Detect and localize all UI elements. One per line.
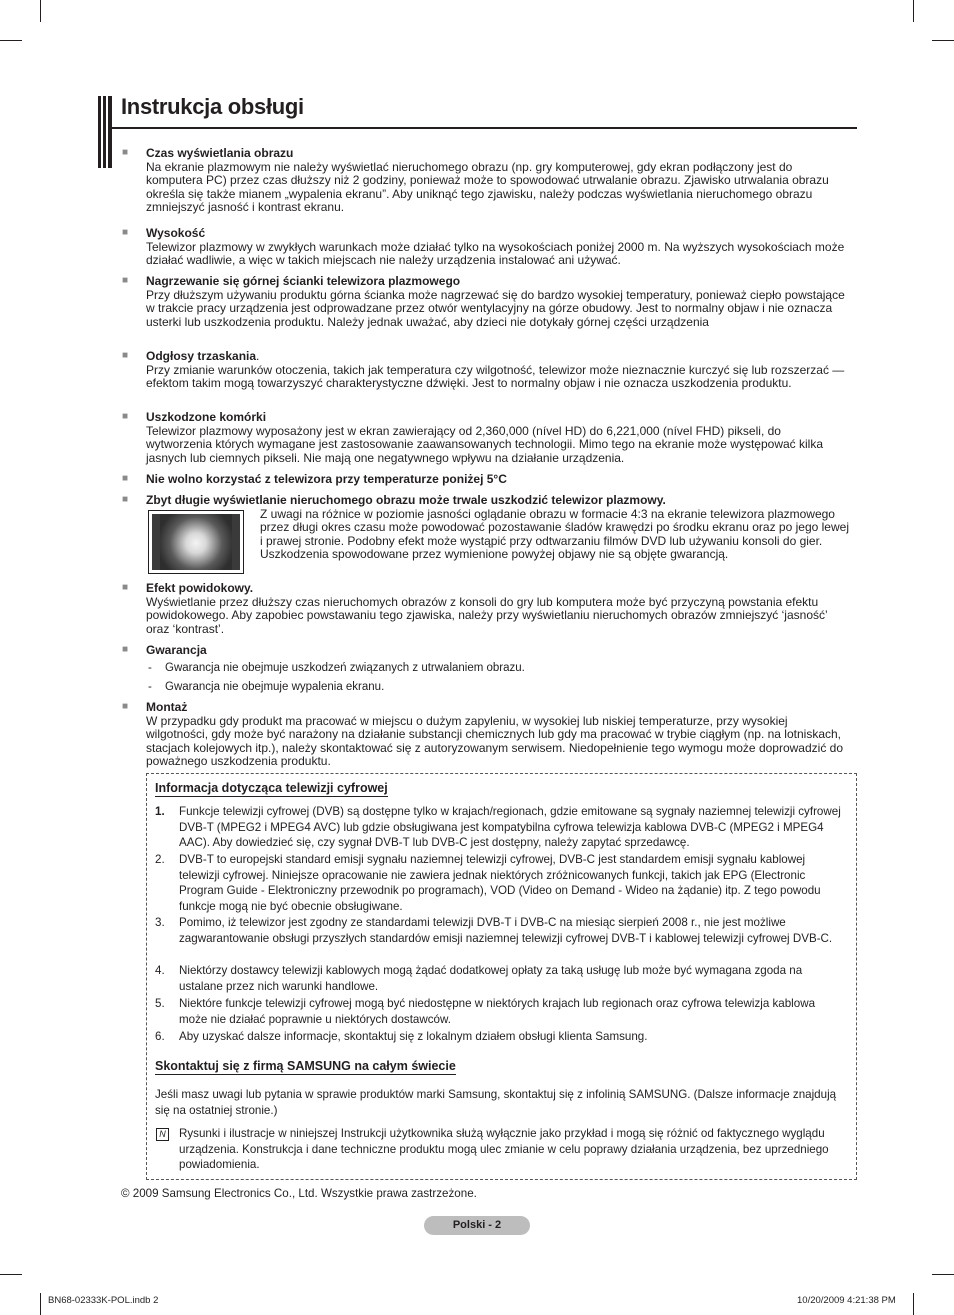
crop-mark — [932, 1274, 954, 1275]
bullet-icon: ■ — [122, 350, 129, 361]
crop-mark — [913, 1293, 914, 1315]
copyright: © 2009 Samsung Electronics Co., Ltd. Wszystkie prawa zastrzeżone. — [121, 1187, 477, 1200]
numbered-item: 2. DVB-T to europejski standard emisji sygnału naziemnej telewizji cyfrowej, DVB-C jest standardem emisji sygnału kablowej telewizji cyfrowej. Niniejsze opracowanie nie zawiera jednak niektórych zróżnicowanych funkcji, takich jak EPG (Electronic Program Guide - Elektroniczny przewodnik po programach), VOD (Video on Demand - Wideo na żądanie) itp. Z tego powodu funkcje mogą nie być obecnie obsługiwane. — [155, 853, 821, 913]
bullet-icon: ■ — [122, 644, 129, 655]
section-heading: Efekt powidokowy. — [146, 581, 254, 595]
dash-icon: - — [148, 681, 152, 693]
section-heading: Wysokość — [146, 226, 206, 240]
bullet-icon: ■ — [122, 701, 129, 712]
bullet-icon: ■ — [122, 494, 129, 505]
crop-mark — [40, 1293, 41, 1315]
section-heading: Gwarancja — [146, 643, 207, 657]
section-temperatura — [122, 473, 850, 487]
section-wysokosc — [122, 227, 850, 268]
numbered-item: 1. Funkcje telewizji cyfrowej (DVB) są dostępne tylko w krajach/regionach, gdzie emitowane są sygnały naziemnej telewizji cyfrowej DVB-T (MPEG2 i MPEG4 AVC) lub gdzie obsługiwana jest kompatybilna cyfrowa telewizja kablowa DVB-C (MPEG2 i MPEG4 AAC). Aby dowiedzieć się, czy sygnał DVB-T lub DVB-C jest dostępny, należy zapytać sprzedawcę. — [155, 805, 841, 850]
footer-file: BN68-02333K-POL.indb 2 — [48, 1295, 159, 1306]
bullet-icon: ■ — [122, 147, 129, 158]
section-body: Przy zmianie warunków otoczenia, takich jak temperatura czy wilgotność, telewizor może nieznacznie kurczyć się lub rozszerzać — efektom takim mogą towarzyszyć charakterystyczne dźwięki. Jest to normalny objaw i nie oznacza uszkodzenia produktu. — [146, 362, 845, 391]
numbered-item: 3. Pomimo, iż telewizor jest zgodny ze standardami telewizji DVB-T i DVB-C na miesiąc sierpień 2008 r., nie jest możliwe zagwarantowanie obsługi przyszłych standardów emisji naziemnej telewizji cyfrowej DVB-T i kablowej telewizji cyfrowej DVB-C. — [155, 916, 833, 945]
footer-date: 10/20/2009 4:21:38 PM — [797, 1295, 896, 1306]
section-body: Z uwagi na różnice w poziomie jasności oglądanie obrazu w formacie 4:3 na ekranie telewizora plazmowego przez długi okres czasu może powodować pozostawanie śladów krawędzi po środku ekranu oraz po jego lewej i prawej stronie. Podobny efekt może wystąpić przy odtwarzaniu filmów DVD lub używaniu konsoli do gier. Uszkodzenia spowodowane przez wymienione powyżej objawy nie są objęte gwarancją. — [260, 506, 849, 562]
bullet-icon: ■ — [122, 582, 129, 593]
section-body: Telewizor plazmowy w zwykłych warunkach może działać tylko na wysokościach poniżej 2000 m. Na wyższych wysokościach może działać wadliwie, a więc w takich miejscach nie należy urządzenia instalować ani używać. — [146, 239, 845, 268]
section-heading: Nagrzewanie się górnej ścianki telewizora plazmowego — [146, 274, 461, 288]
numbered-item: 6. Aby uzyskać dalsze informacje, skontaktuj się z lokalnym działem obsługi klienta Samsung. — [155, 1030, 648, 1043]
section-odglosy — [122, 350, 850, 391]
section-heading: Czas wyświetlania obrazu — [146, 146, 294, 160]
contact-body: Jeśli masz uwagi lub pytania w sprawie produktów marki Samsung, skontaktuj się z infolinią SAMSUNG. (Dalsze informacje znajdują się na ostatniej stronie.) — [155, 1088, 837, 1117]
section-body: W przypadku gdy produkt ma pracować w miejscu o dużym zapyleniu, w wysokiej lub niskiej temperaturze, przy wysokiej wilgotności, gdy może być narażony na działanie substancji chemicznych lub gdy ma pracować w trybie ciągłym (np. na lotniskach, stacjach kolejowych itp.), należy skontaktować się z autoryzowanym serwisem. Niedopełnienie tego wymogu może doprowadzić do poważnego uszkodzenia produktu. — [146, 713, 843, 769]
section-efekt-powidokowy — [122, 582, 850, 636]
numbered-item: 5. Niektóre funkcje telewizji cyfrowej mogą być niedostępne w niektórych krajach lub regionach oraz cyfrowa telewizja kablowa może nie działać poprawnie u niektórych dostawców. — [155, 997, 816, 1026]
section-heading: Montaż — [146, 700, 188, 714]
numbered-item: 4. Niektórzy dostawcy telewizji kablowych mogą żądać dodatkowej opłaty za taką usługę lub może być wymagana zgoda na ustalane przez nich warunki handlowe. — [155, 964, 803, 993]
section-montaz — [122, 701, 850, 769]
section-body: Wyświetlanie przez dłuższy czas nieruchomych obrazów z konsoli do gry lub komputera może być przyczyną powstania efektu powidokowego. Aby zapobiec powstawaniu tego zjawiska, należy przy wyświetlaniu nieruchomych obrazów zmniejszyć ‘jasność’ oraz ‘kontrast’. — [146, 594, 828, 636]
section-heading: Nie wolno korzystać z telewizora przy temperaturze poniżej 5°C — [146, 472, 507, 486]
bullet-icon: ■ — [122, 275, 129, 286]
section-body: Telewizor plazmowy wyposażony jest w ekran zawierający od 2,360,000 (nível HD) do 6,221,000 (nível FHD) pikseli, do wytworzenia których wymagane jest zastosowanie zaawansowanych technologii. Mimo tego na ekranie może występować kilka jasnych lub ciemnych pikseli. Nie mają one negatywnego wpływu na działanie urządzenia. — [146, 423, 823, 465]
crop-mark — [0, 1274, 22, 1275]
section-gwarancja — [122, 644, 850, 658]
flower-screen-image — [148, 510, 244, 574]
crop-mark — [913, 0, 914, 22]
section-uszkodzone-komorki — [122, 411, 850, 465]
section-heading: Uszkodzone komórki — [146, 410, 267, 424]
page-title: Instrukcja obsługi — [121, 94, 304, 119]
section-body: Na ekranie plazmowym nie należy wyświetlać nieruchomego obrazu (np. gry komputerowej, gdy ekran podłączony jest do komputera PC) przez czas dłuższy niż 2 godziny, ponieważ może to spowodować utrwalanie obrazu. Zjawisko utrwalania obrazu określa się także mianem „wypalenia ekranu”. Aby uniknąć tego zjawisku, należy podczas wyświetlania nieruchomego obrazu zmniejszyć jasność i kontrast ekranu. — [146, 159, 829, 215]
crop-mark — [932, 40, 954, 41]
contact-heading: Skontaktuj się z firmą SAMSUNG na całym świecie — [155, 1059, 456, 1073]
bullet-icon: ■ — [122, 411, 129, 422]
section-body: Przy dłuższym używaniu produktu górna ścianka może nagrzewać się do bardzo wysokiej temperatury, ponieważ ciepło powstające w trakcie pracy urządzenia jest odprowadzane przez otwór wentylacyjny na górze obudowy. Jest to normalny objaw i nie oznacza usterki lub uszkodzenia produktu. Należy jednak uważać, aby dzieci nie dotykały górnej części urządzenia — [146, 287, 845, 329]
section-heading: Odgłosy trzaskania. — [146, 349, 260, 363]
title-rule — [112, 127, 857, 129]
digital-tv-heading: Informacja dotycząca telewizji cyfrowej — [155, 781, 388, 795]
section-heading: Zbyt długie wyświetlanie nieruchomego obrazu może trwale uszkodzić telewizor plazmowy. — [146, 493, 666, 507]
note-text: Rysunki i ilustracje w niniejszej Instrukcji użytkownika służą wyłącznie jako przykład i mogą się różnić od faktycznego wyglądu urządzenia. Konstrukcja i dane techniczne produktu mogą ulec zmianie w celu poprawy działania urządzenia, bez uprzedniego powiadomienia. — [179, 1127, 829, 1172]
section-czas-wyswietlania — [122, 147, 850, 215]
note-icon: N — [156, 1128, 169, 1141]
crop-mark — [40, 0, 41, 22]
crop-mark — [0, 40, 22, 41]
page-number-badge: Polski - 2 — [424, 1216, 530, 1235]
bullet-icon: ■ — [122, 473, 129, 484]
dash-icon: - — [148, 662, 152, 674]
title-decoration-bars — [98, 96, 112, 168]
bullet-icon: ■ — [122, 227, 129, 238]
section-nagrzewanie — [122, 275, 850, 329]
